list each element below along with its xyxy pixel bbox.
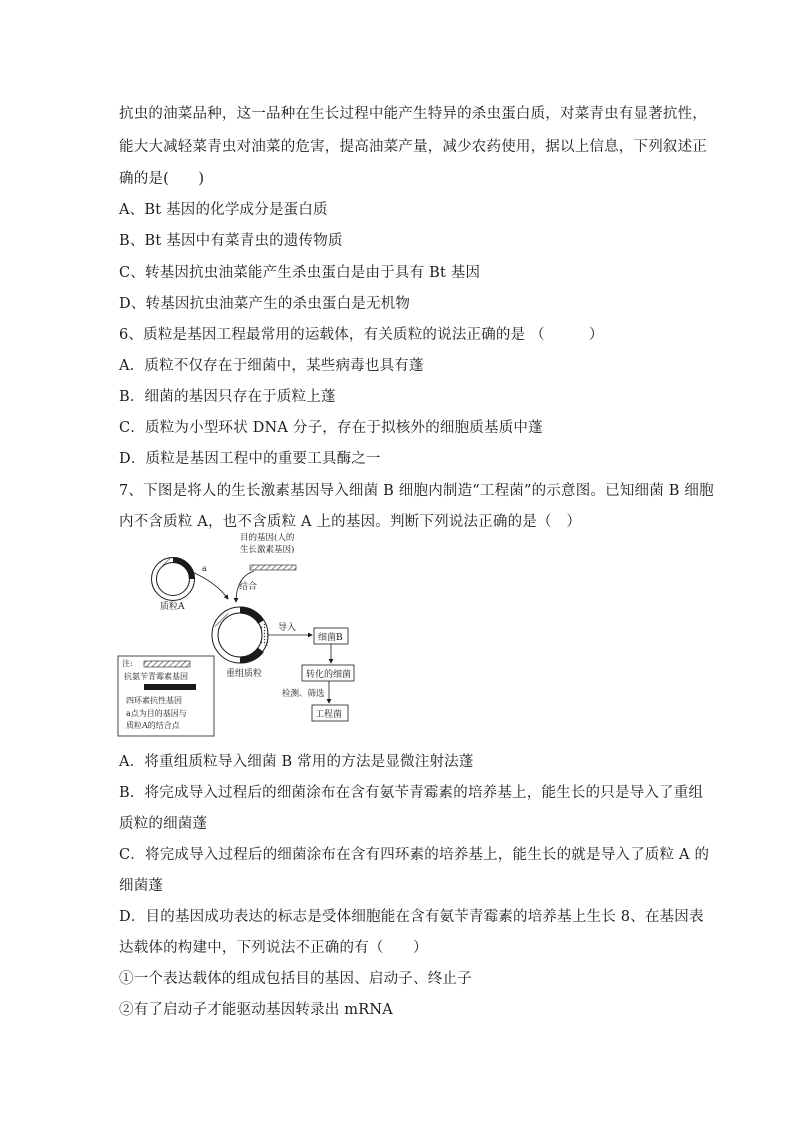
engineered-bacteria-label: 工程菌 — [315, 710, 343, 720]
import-label: 导入 — [278, 623, 297, 633]
text-line: 能大大减轻菜青虫对油菜的危害，提高油菜产量，减少农药使用，据以上信息，下列叙述正 — [119, 139, 707, 155]
statement-2: ②有了启动子才能驱动基因转录出 mRNA — [119, 1002, 393, 1018]
option-a: A、Bt 基因的化学成分是蛋白质 — [119, 202, 328, 218]
question-7-cont: 内不含质粒 A，也不含质粒 A 上的基因。判断下列说法正确的是（ ） — [119, 514, 582, 530]
target-gene-label: 目的基因(人的 — [240, 533, 295, 543]
text-line: 确的是( ) — [119, 171, 205, 187]
target-gene-label: 生长激素基因) — [240, 545, 295, 555]
point-a-label: a — [202, 564, 207, 573]
option-a: A．质粒不仅存在于细菌中，某些病毒也具有蓬 — [119, 358, 424, 374]
option-a: A．将重组质粒导入细菌 B 常用的方法是显微注射法蓬 — [119, 754, 474, 770]
legend-box — [118, 656, 214, 736]
option-b: B．细菌的基因只存在于质粒上蓬 — [119, 389, 336, 405]
combine-label: 结合 — [239, 582, 258, 592]
plasmid-a-label: 质粒A — [160, 602, 185, 612]
gene-engineering-diagram — [116, 527, 416, 737]
recombinant-plasmid-label: 重组质粒 — [226, 669, 263, 679]
question-6: 6、质粒是基因工程最常用的运载体，有关质粒的说法正确的是 （ ） — [119, 327, 604, 343]
bacteria-b-label: 细菌B — [318, 633, 343, 643]
plasmid-a — [154, 560, 192, 612]
statement-1: ①一个表达载体的组成包括目的基因、启动子、终止子 — [119, 971, 472, 987]
legend-a-label: 质粒A的结合点 — [126, 721, 180, 730]
text-line: 抗虫的油菜品种，这一品种在生长过程中能产生特异的杀虫蛋白质，对菜青虫有显著抗性， — [119, 106, 707, 122]
target-gene-bar — [250, 565, 296, 570]
detect-screen-label: 检测、筛选 — [282, 689, 325, 699]
option-b: B．将完成导入过程后的细菌涂布在含有氨苄青霉素的培养基上，能生长的只是导入了重组 — [119, 785, 704, 801]
question-8: 达载体的构建中，下列说法不正确的有（ ） — [119, 940, 428, 956]
option-c: C．质粒为小型环状 DNA 分子，存在于拟核外的细胞质基质中蓬 — [119, 420, 543, 436]
legend-amp-label: 抗氨苄青霉素基因 — [124, 672, 188, 681]
option-b: B、Bt 基因中有菜青虫的遗传物质 — [119, 233, 343, 249]
option-c: C．将完成导入过程后的细菌涂布在含有四环素的培养基上，能生长的就是导入了质粒 A 的 — [119, 847, 710, 863]
option-c-cont: 细菌蓬 — [119, 878, 164, 894]
option-d: D．质粒是基因工程中的重要工具酶之一 — [119, 451, 381, 467]
option-d: D、转基因抗虫油菜产生的杀虫蛋白是无机物 — [119, 296, 411, 312]
recombinant-plasmid — [215, 610, 265, 679]
option-c: C、转基因抗虫油菜能产生杀虫蛋白是由于具有 Bt 基因 — [119, 265, 481, 281]
question-7: 7、下图是将人的生长激素基因导入细菌 B 细胞内制造“工程菌”的示意图。已知细菌 B 细胞 — [119, 483, 714, 499]
transformed-bacteria-label: 转化的细菌 — [306, 670, 352, 680]
legend-a-label: a点为目的基因与 — [126, 709, 187, 718]
option-b-cont: 质粒的细菌蓬 — [119, 816, 208, 832]
option-d: D．目的基因成功表达的标志是受体细胞能在含有氨苄青霉素的培养基上生长 8、在基因表 — [119, 909, 704, 925]
legend-note: 注: — [122, 659, 133, 668]
legend-tet-label: 四环素抗性基因 — [126, 696, 182, 705]
